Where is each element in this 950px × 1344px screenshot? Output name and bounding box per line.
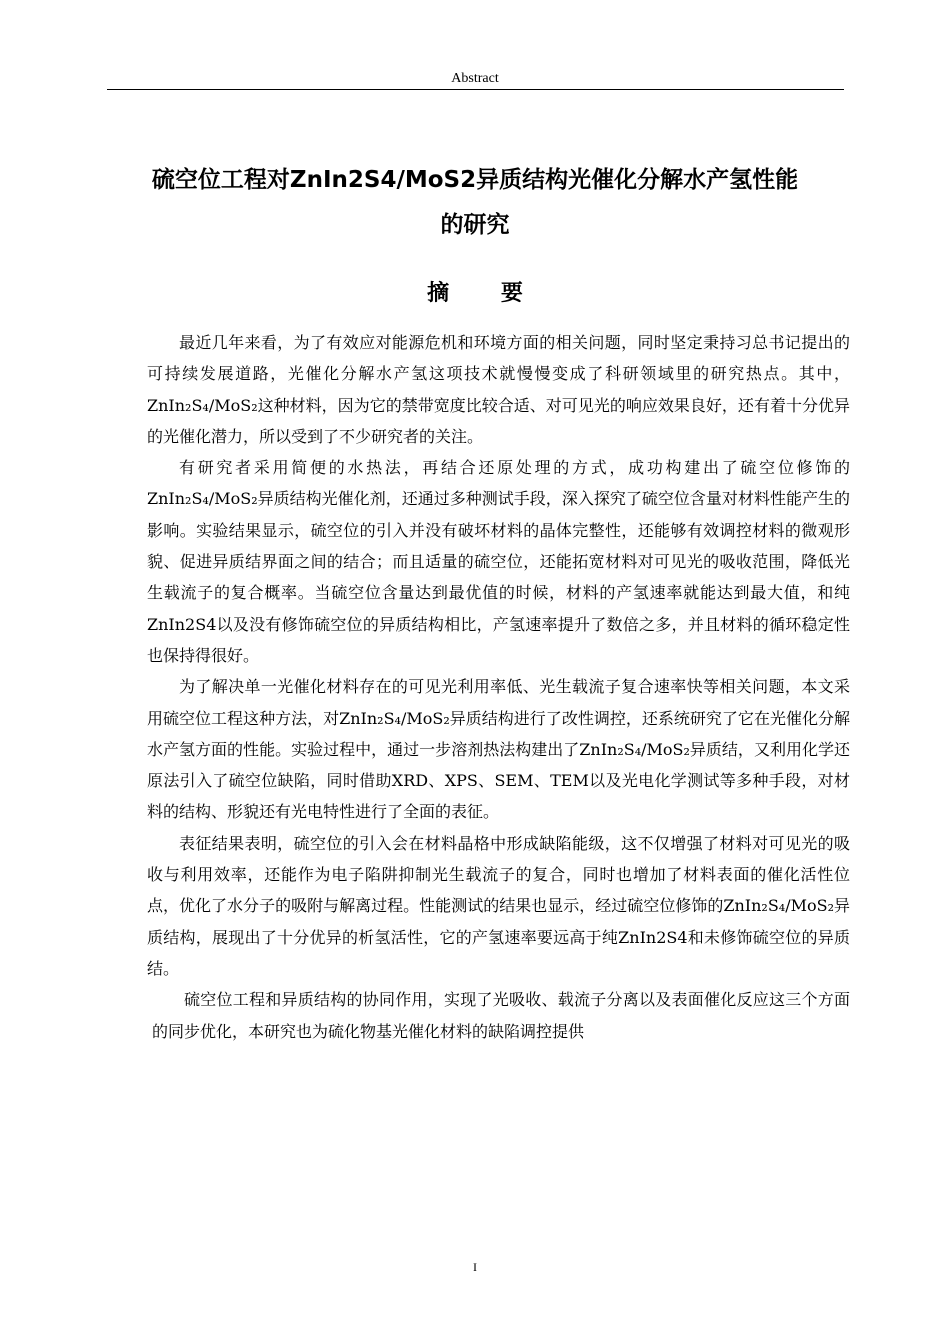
header-rule [107,89,844,90]
abstract-body [147,327,850,1047]
abstract-paragraph-1: 最近几年来看，为了有效应对能源危机和环境方面的相关问题，同时坚定秉持习总书记提出的可持续发展道路，光催化分解水产氢这项技术就慢慢变成了科研领域里的研究热点。其中，ZnIn₂S₄/MoS₂这种材料，因为它的禁带宽度比较合适、对可见光的响应效果良好，还有着十分优异的光催化潜力，所以受到了不少研究者的关注。 [147,333,850,446]
running-header: Abstract [451,71,499,86]
paper-title: 硫空位工程对ZnIn2S4/MoS2异质结构光催化分解水产氢性能的研究 [151,167,799,238]
abstract-paragraph-4: 表征结果表明，硫空位的引入会在材料晶格中形成缺陷能级，这不仅增强了材料对可见光的吸收与利用效率，还能作为电子陷阱抑制光生载流子的复合，同时也增加了材料表面的催化活性位点，优化了水分子的吸附与解离过程。性能测试的结果也显示，经过硫空位修饰的ZnIn₂S₄/MoS₂异质结构，展现出了十分优异的析氢活性，它的产氢速率要远高于纯ZnIn2S4和未修饰硫空位的异质结。 [147,833,850,978]
abstract-paragraph-5: 硫空位工程和异质结构的协同作用，实现了光吸收、载流子分离以及表面催化反应这三个方面的同步优化，本研究也为硫化物基光催化材料的缺陷调控提供 [152,990,850,1041]
abstract-heading: 摘 要 [427,281,545,306]
abstract-paragraph-3: 为了解决单一光催化材料存在的可见光利用率低、光生载流子复合速率快等相关问题，本文采用硫空位工程这种方法，对ZnIn₂S₄/MoS₂异质结构进行了改性调控，还系统研究了它在光催化分解水产氢方面的性能。实验过程中，通过一步溶剂热法构建出了ZnIn₂S₄/MoS₂异质结，又利用化学还原法引入了硫空位缺陷，同时借助XRD、XPS、SEM、TEM以及光电化学测试等多种手段，对材料的结构、形貌还有光电特性进行了全面的表征。 [147,677,850,822]
page-number: I [473,1260,477,1274]
abstract-paragraph-2: 有研究者采用简便的水热法，再结合还原处理的方式，成功构建出了硫空位修饰的ZnIn₂S₄/MoS₂异质结构光催化剂，还通过多种测试手段，深入探究了硫空位含量对材料性能产生的影响。实验结果显示，硫空位的引入并没有破坏材料的晶体完整性，还能够有效调控材料的微观形貌、促进异质结界面之间的结合；而且适量的硫空位，还能拓宽材料对可见光的吸收范围，降低光生载流子的复合概率。当硫空位含量达到最优值的时候，材料的产氢速率就能达到最大值，和纯ZnIn2S4以及没有修饰硫空位的异质结构相比，产氢速率提升了数倍之多，并且材料的循环稳定性也保持得很好。 [147,458,850,665]
